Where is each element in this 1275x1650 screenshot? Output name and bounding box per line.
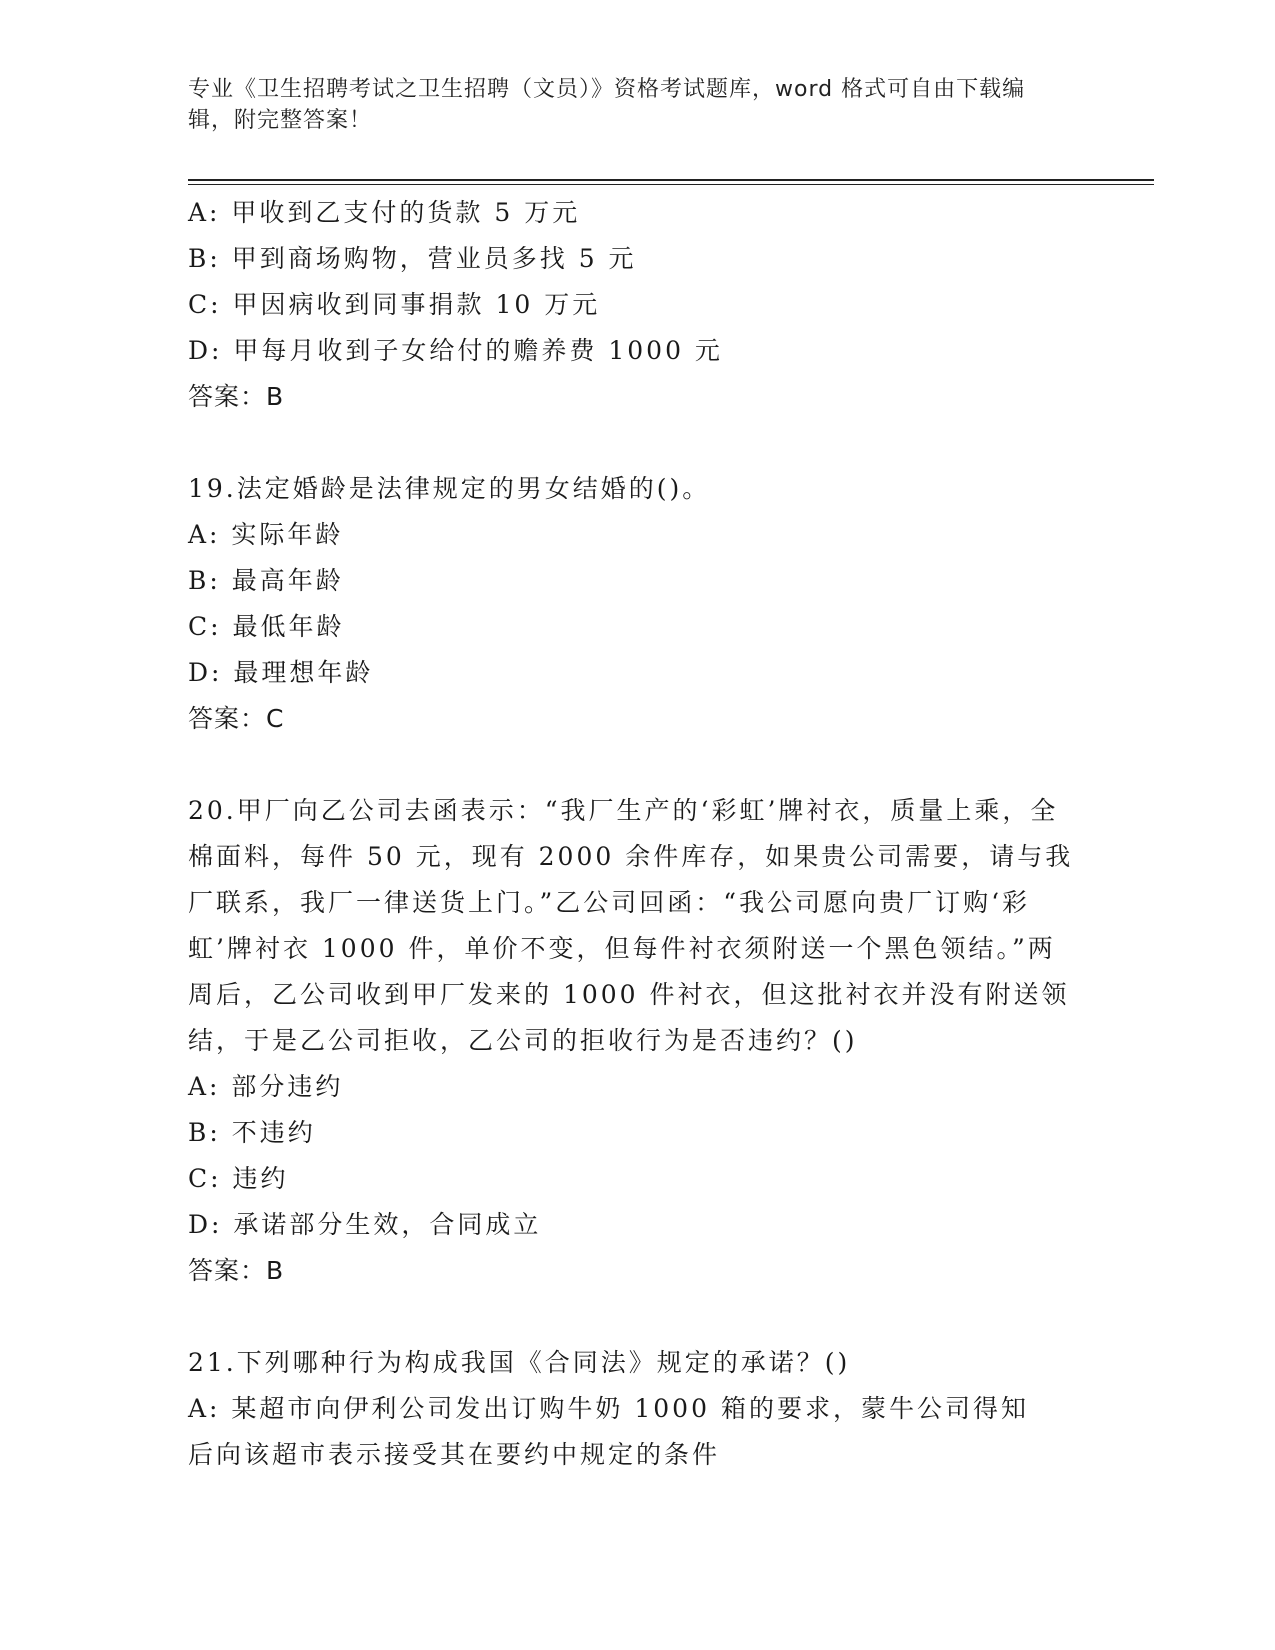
option-b: B: 最高年龄 [188, 566, 344, 595]
question-text: 21.下列哪种行为构成我国《合同法》规定的承诺？() [188, 1348, 851, 1377]
option-b: B: 甲到商场购物，营业员多找 5 元 [188, 244, 637, 273]
option-d: D: 甲每月收到子女给付的赡养费 1000 元 [188, 336, 723, 365]
option-c: C: 违约 [188, 1164, 289, 1193]
answer-line: 答案：B [188, 1256, 285, 1285]
question-21 [188, 1340, 1088, 1478]
option-d: D: 承诺部分生效，合同成立 [188, 1210, 542, 1239]
option-c: C: 甲因病收到同事捐款 10 万元 [188, 290, 601, 319]
spacer [188, 1294, 1088, 1340]
option-a: A: 甲收到乙支付的货款 5 万元 [188, 198, 581, 227]
question-20 [188, 788, 1088, 1294]
option-d: D: 最理想年龄 [188, 658, 374, 687]
option-a: A: 某超市向伊利公司发出订购牛奶 1000 箱的要求，蒙牛公司得知后向该超市表示接受其在要约中规定的条件 [188, 1394, 1029, 1469]
question-text: 19.法定婚龄是法律规定的男女结婚的()。 [188, 474, 711, 503]
header-divider-thin [188, 184, 1154, 185]
option-a: A: 实际年龄 [188, 520, 344, 549]
document-header: 专业《卫生招聘考试之卫生招聘（文员）》资格考试题库，word 格式可自由下载编辑，附完整答案！ [188, 77, 1026, 133]
header-divider-thick [188, 179, 1154, 181]
option-b: B: 不违约 [188, 1118, 316, 1147]
question-text: 20.甲厂向乙公司去函表示：“我厂生产的‘彩虹’牌衬衣，质量上乘，全棉面料，每件 50 元，现有 2000 余件库存，如果贵公司需要，请与我厂联系，我厂一律送货上门。”乙公司回函：“我公司愿向贵厂订购‘彩虹’牌衬衣 1000 件，单价不变，但每件衬衣须附送一个黑色领结。”两周后，乙公司收到甲厂发来的 1000 件衬衣，但这批衬衣并没有附送领结，于是乙公司拒收，乙公司的拒收行为是否违约？() [188, 796, 1074, 1055]
question-list [188, 190, 1088, 1478]
answer-line: 答案：B [188, 382, 285, 411]
question-18 [188, 190, 1088, 420]
spacer [188, 420, 1088, 466]
answer-line: 答案：C [188, 704, 285, 733]
option-a: A: 部分违约 [188, 1072, 344, 1101]
spacer [188, 742, 1088, 788]
option-c: C: 最低年龄 [188, 612, 345, 641]
question-19 [188, 466, 1088, 742]
